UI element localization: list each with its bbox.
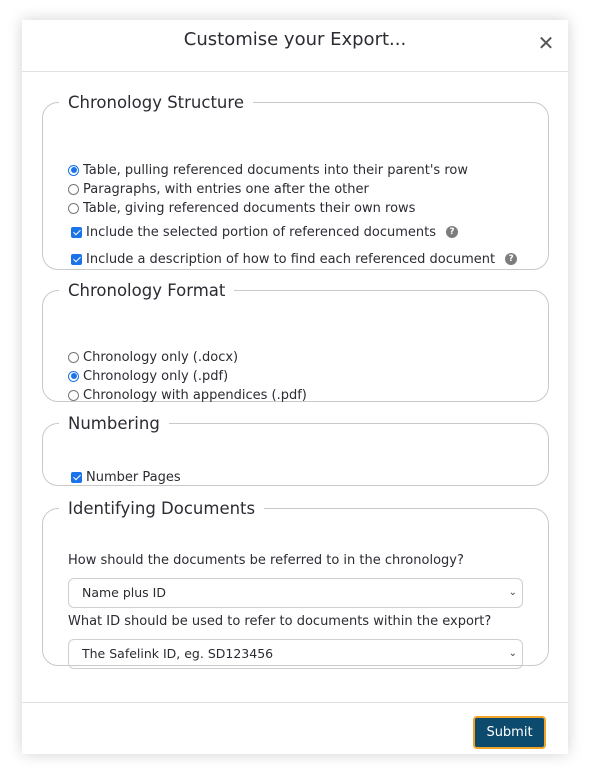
structure-option-table-own-rows[interactable] <box>68 200 415 216</box>
identifying-documents-section <box>42 499 549 666</box>
chevron-down-icon: ⌄ <box>508 648 517 659</box>
radio-selected-icon[interactable] <box>68 165 79 176</box>
include-description-checkbox[interactable] <box>71 251 517 267</box>
numbering-section <box>42 414 549 486</box>
chronology-structure-section <box>42 93 549 270</box>
document-id-select[interactable] <box>68 639 523 669</box>
select-value: Name plus ID <box>82 585 166 600</box>
option-label: Chronology with appendices (.pdf) <box>83 387 307 403</box>
option-label: Table, pulling referenced documents into their parent's row <box>83 162 468 178</box>
structure-option-paragraphs[interactable] <box>68 181 369 197</box>
checkbox-checked-icon[interactable] <box>71 254 82 265</box>
number-pages-checkbox[interactable] <box>71 469 181 485</box>
chevron-down-icon: ⌄ <box>508 587 517 598</box>
format-option-appendices-pdf[interactable] <box>68 387 307 403</box>
radio-selected-icon[interactable] <box>68 371 79 382</box>
format-option-docx[interactable] <box>68 349 238 365</box>
export-modal <box>22 20 568 754</box>
help-icon[interactable]: ? <box>446 226 458 238</box>
structure-option-table-parent-row[interactable] <box>68 162 468 178</box>
close-icon[interactable]: ✕ <box>534 31 558 55</box>
include-selected-portion-checkbox[interactable] <box>71 224 458 240</box>
submit-button[interactable]: Submit <box>473 716 546 749</box>
checkbox-checked-icon[interactable] <box>71 227 82 238</box>
modal-header <box>22 20 568 72</box>
id-question-label: What ID should be used to refer to documents within the export? <box>68 614 492 629</box>
checkbox-label: Number Pages <box>86 469 181 485</box>
checkbox-label: Include the selected portion of referenced documents <box>86 224 436 240</box>
modal-title: Customise your Export... <box>183 29 407 50</box>
reference-question-label: How should the documents be referred to in the chronology? <box>68 553 464 568</box>
radio-icon[interactable] <box>68 203 79 214</box>
identifying-documents-legend: Identifying Documents <box>68 499 256 518</box>
chronology-format-section <box>42 281 549 402</box>
format-option-pdf[interactable] <box>68 368 228 384</box>
radio-icon[interactable] <box>68 390 79 401</box>
option-label: Paragraphs, with entries one after the other <box>83 181 369 197</box>
checkbox-checked-icon[interactable] <box>71 472 82 483</box>
option-label: Chronology only (.pdf) <box>83 368 229 384</box>
radio-icon[interactable] <box>68 184 79 195</box>
option-label: Chronology only (.docx) <box>83 349 239 365</box>
chronology-format-legend: Chronology Format <box>68 281 226 300</box>
radio-icon[interactable] <box>68 352 79 363</box>
chronology-structure-legend: Chronology Structure <box>68 93 244 112</box>
modal-footer <box>22 702 568 754</box>
option-label: Table, giving referenced documents their own rows <box>83 200 416 216</box>
checkbox-label: Include a description of how to find each referenced document <box>86 251 496 267</box>
reference-style-select[interactable] <box>68 578 523 608</box>
select-value: The Safelink ID, eg. SD123456 <box>82 646 274 661</box>
numbering-legend: Numbering <box>68 414 160 433</box>
help-icon[interactable]: ? <box>505 253 517 265</box>
